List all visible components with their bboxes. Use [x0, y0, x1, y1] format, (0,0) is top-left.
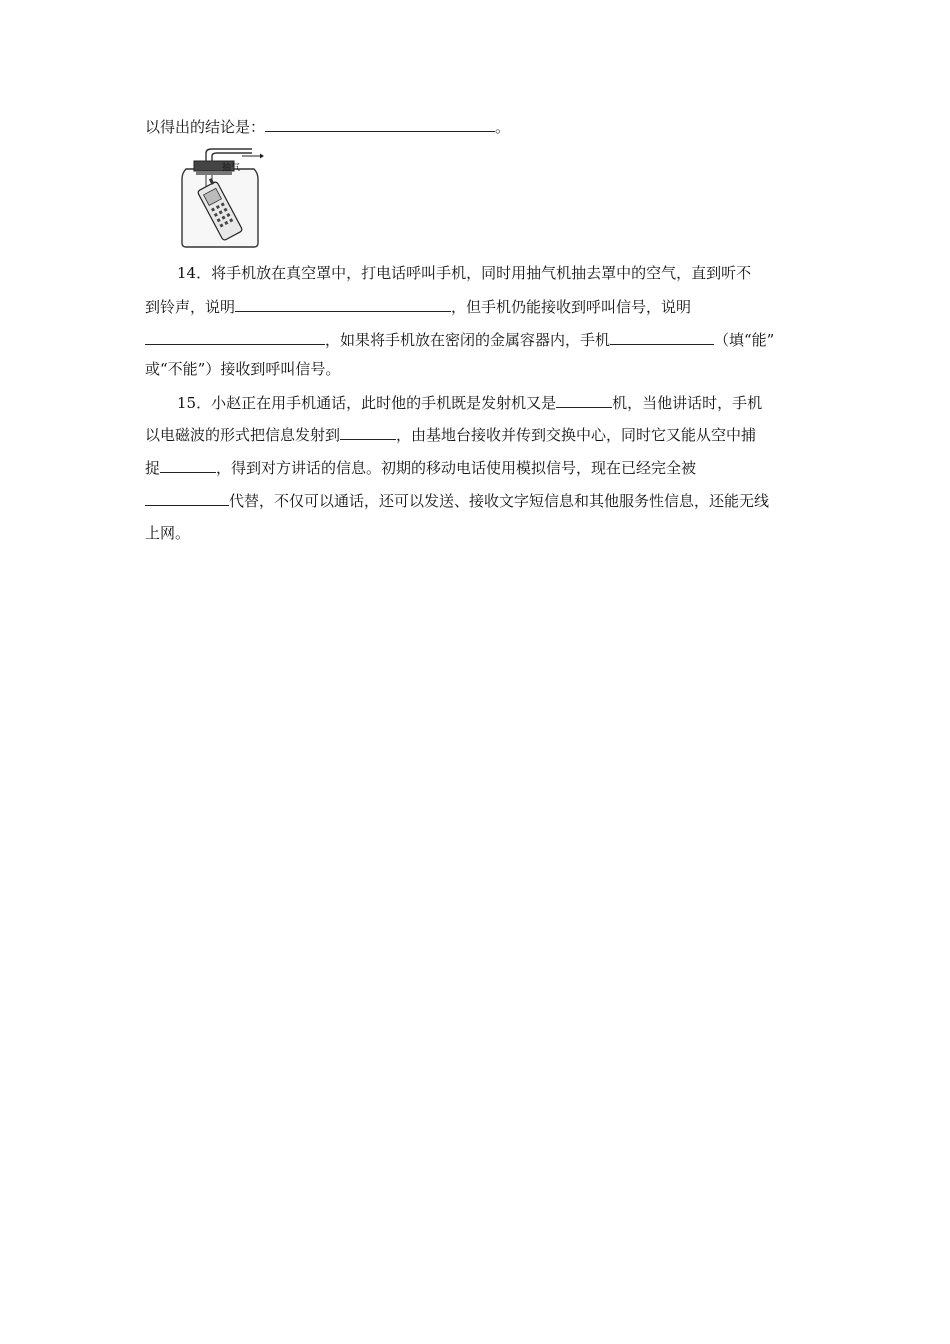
q15-text-2b: ，由基地台接收并传到交换中心，同时它又能从空中捕 [396, 426, 757, 444]
q14-line-1 [177, 263, 751, 283]
q13-conclusion-line [145, 116, 510, 137]
q15-line-3 [145, 457, 696, 478]
q14-line-3 [145, 329, 774, 350]
q15-text-4b: 代替，不仅可以通话，还可以发送、接收文字短信息和其他服务性信息，还能无线 [229, 492, 770, 510]
q15-text-1a: 15．小赵正在用手机通话，此时他的手机既是发射机又是 [177, 394, 557, 412]
q15-text-2a: 以电磁波的形式把信息发射到 [145, 426, 341, 444]
q15-line-4 [145, 490, 769, 511]
q13-end-mark: 。 [495, 118, 511, 136]
q15-text-1b: 机，当他讲话时，手机 [612, 394, 763, 412]
q14-text-2a: 到铃声，说明 [145, 298, 236, 316]
q14-blank-3[interactable] [610, 329, 714, 345]
q15-text-3a: 捉 [145, 459, 161, 477]
q14-text-4: 或“不能”）接收到呼叫信号。 [145, 360, 341, 378]
q14-text-3c: （填“能” [714, 331, 775, 349]
q13-answer-blank[interactable] [265, 116, 495, 132]
q15-line-5 [145, 523, 190, 543]
q14-line-4 [145, 359, 340, 379]
q15-blank-2[interactable] [340, 424, 396, 440]
q14-blank-2[interactable] [145, 329, 325, 345]
q14-text-3b: ，如果将手机放在密闭的金属容器内，手机 [325, 331, 611, 349]
q15-text-5: 上网。 [145, 524, 191, 542]
q15-blank-1[interactable] [556, 392, 612, 408]
q15-line-1 [177, 392, 762, 413]
q15-blank-4[interactable] [145, 490, 229, 506]
q13-conclusion-prompt: 以得出的结论是： [145, 118, 266, 136]
q14-text-2b: ，但手机仍能接收到呼叫信号，说明 [451, 298, 692, 316]
q14-line-2 [145, 296, 691, 317]
q14-blank-1[interactable] [235, 296, 451, 312]
q14-text-1: 14．将手机放在真空罩中，打电话呼叫手机，同时用抽气机抽去罩中的空气，直到听不 [177, 264, 752, 282]
figure-label: 抽气 [222, 163, 241, 173]
bell-jar-phone-diagram-icon [172, 147, 268, 251]
q15-blank-3[interactable] [160, 457, 216, 473]
q15-text-3b: ，得到对方讲话的信息。初期的移动电话使用模拟信号，现在已经完全被 [216, 459, 697, 477]
q15-line-2 [145, 424, 756, 445]
